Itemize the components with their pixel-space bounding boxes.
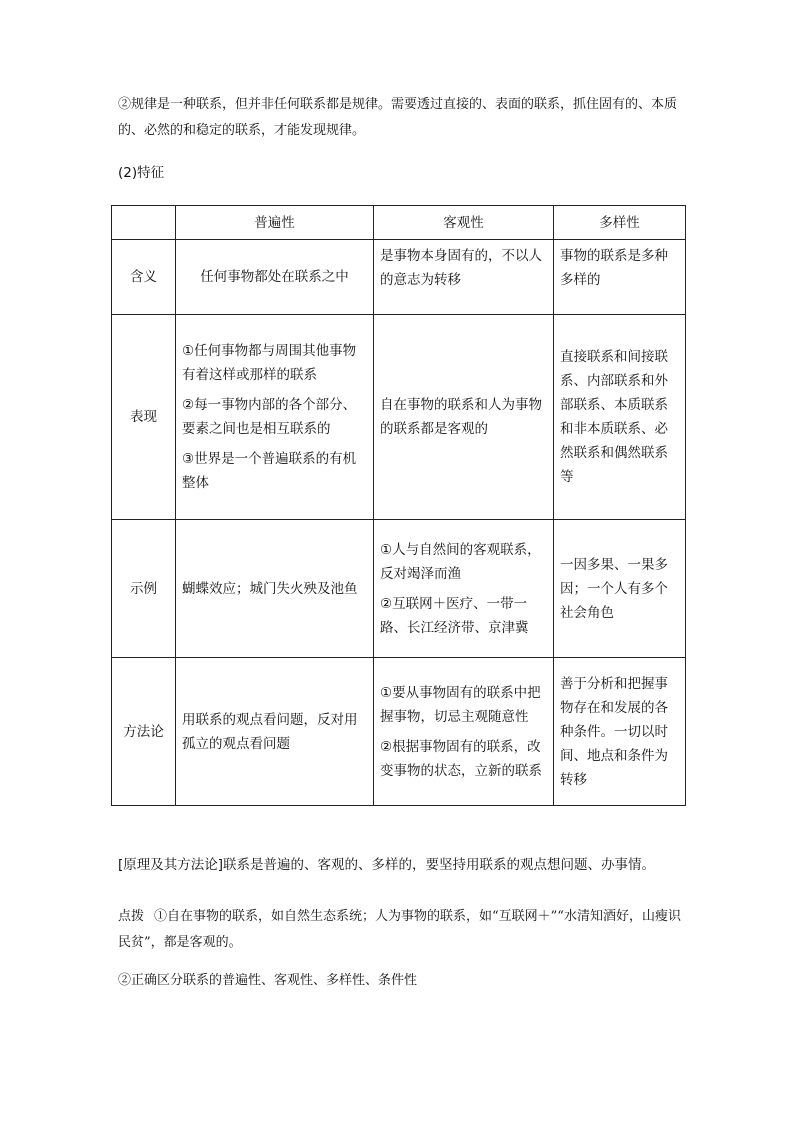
tip-label: 点拨 <box>118 909 145 924</box>
cell-text: 善于分析和把握事物存在和发展的各种条件。一切以时间、地点和条件为转移 <box>560 675 668 788</box>
table-cell <box>176 240 374 315</box>
table-cell <box>554 315 686 520</box>
table-cell <box>554 520 686 658</box>
table-header-row <box>112 206 686 240</box>
cell-text: 蝴蝶效应；城门失火殃及池鱼 <box>182 580 358 597</box>
table-row <box>112 520 686 658</box>
table-header-cell: 客观性 <box>374 206 554 240</box>
cell-text: ②根据事物固有的联系，改变事物的状态，立新的联系 <box>380 738 542 779</box>
cell-text: ①要从事物固有的联系中把握事物，切忌主观随意性 <box>380 684 541 725</box>
table-row <box>112 315 686 520</box>
cell-text: ①人与自然间的客观联系，反对竭泽而渔 <box>380 541 541 582</box>
table-cell <box>176 520 374 658</box>
table-row <box>112 240 686 315</box>
row-label: 含义 <box>112 240 176 315</box>
table-cell <box>374 520 554 658</box>
row-label: 表现 <box>112 315 176 520</box>
cell-text: 一因多果、一果多因；一个人有多个社会角色 <box>560 556 668 621</box>
table-cell <box>374 658 554 806</box>
cell-text: ③世界是一个普遍联系的有机整体 <box>182 451 357 491</box>
cell-text: 事物的联系是多种多样的 <box>560 248 668 288</box>
principle-paragraph: [原理及其方法论]联系是普遍的、客观的、多样的，要坚持用联系的观点想问题、办事情。 <box>118 857 656 873</box>
table-row <box>112 658 686 806</box>
features-table <box>111 205 686 806</box>
table-cell <box>176 658 374 806</box>
cell-text: 任何事物都处在联系之中 <box>200 269 349 285</box>
table-header-corner <box>112 206 176 240</box>
table-cell <box>554 658 686 806</box>
cell-text: ①任何事物都与周围其他事物有着这样或那样的联系 <box>182 343 357 383</box>
table-header-cell: 普遍性 <box>176 206 374 240</box>
row-label: 方法论 <box>112 658 176 806</box>
cell-text: 直接联系和间接联系、内部联系和外部联系、本质联系和非本质联系、必然联系和偶然联系等 <box>560 349 668 485</box>
tip-paragraph-2: ②正确区分联系的普遍性、客观性、多样性、条件性 <box>118 973 418 988</box>
cell-text: 自在事物的联系和人为事物的联系都是客观的 <box>380 397 542 437</box>
tip-paragraph <box>118 904 684 956</box>
table-cell <box>554 240 686 315</box>
cell-text: 用联系的观点看问题，反对用孤立的观点看问题 <box>182 711 358 752</box>
table-cell <box>374 315 554 520</box>
cell-text: ②每一事物内部的各个部分、要素之间也是相互联系的 <box>182 397 357 437</box>
table-cell <box>176 315 374 520</box>
cell-text: 是事物本身固有的，不以人的意志为转移 <box>380 248 542 288</box>
table-header-cell: 多样性 <box>554 206 686 240</box>
tip-text: ①自在事物的联系，如自然生态系统；人为事物的联系，如“互联网＋”“水清知酒好，山瘦识民贫”，都是客观的。 <box>118 909 681 950</box>
table-cell <box>374 240 554 315</box>
row-label: 示例 <box>112 520 176 658</box>
cell-text: ②互联网＋医疗、一带一路、长江经济带、京津冀 <box>380 595 529 636</box>
intro-paragraph: ②规律是一种联系，但并非任何联系都是规律。需要透过直接的、表面的联系，抓住固有的、本质的、必然的和稳定的联系，才能发现规律。 <box>118 97 678 138</box>
section-heading: (2)特征 <box>118 165 165 181</box>
